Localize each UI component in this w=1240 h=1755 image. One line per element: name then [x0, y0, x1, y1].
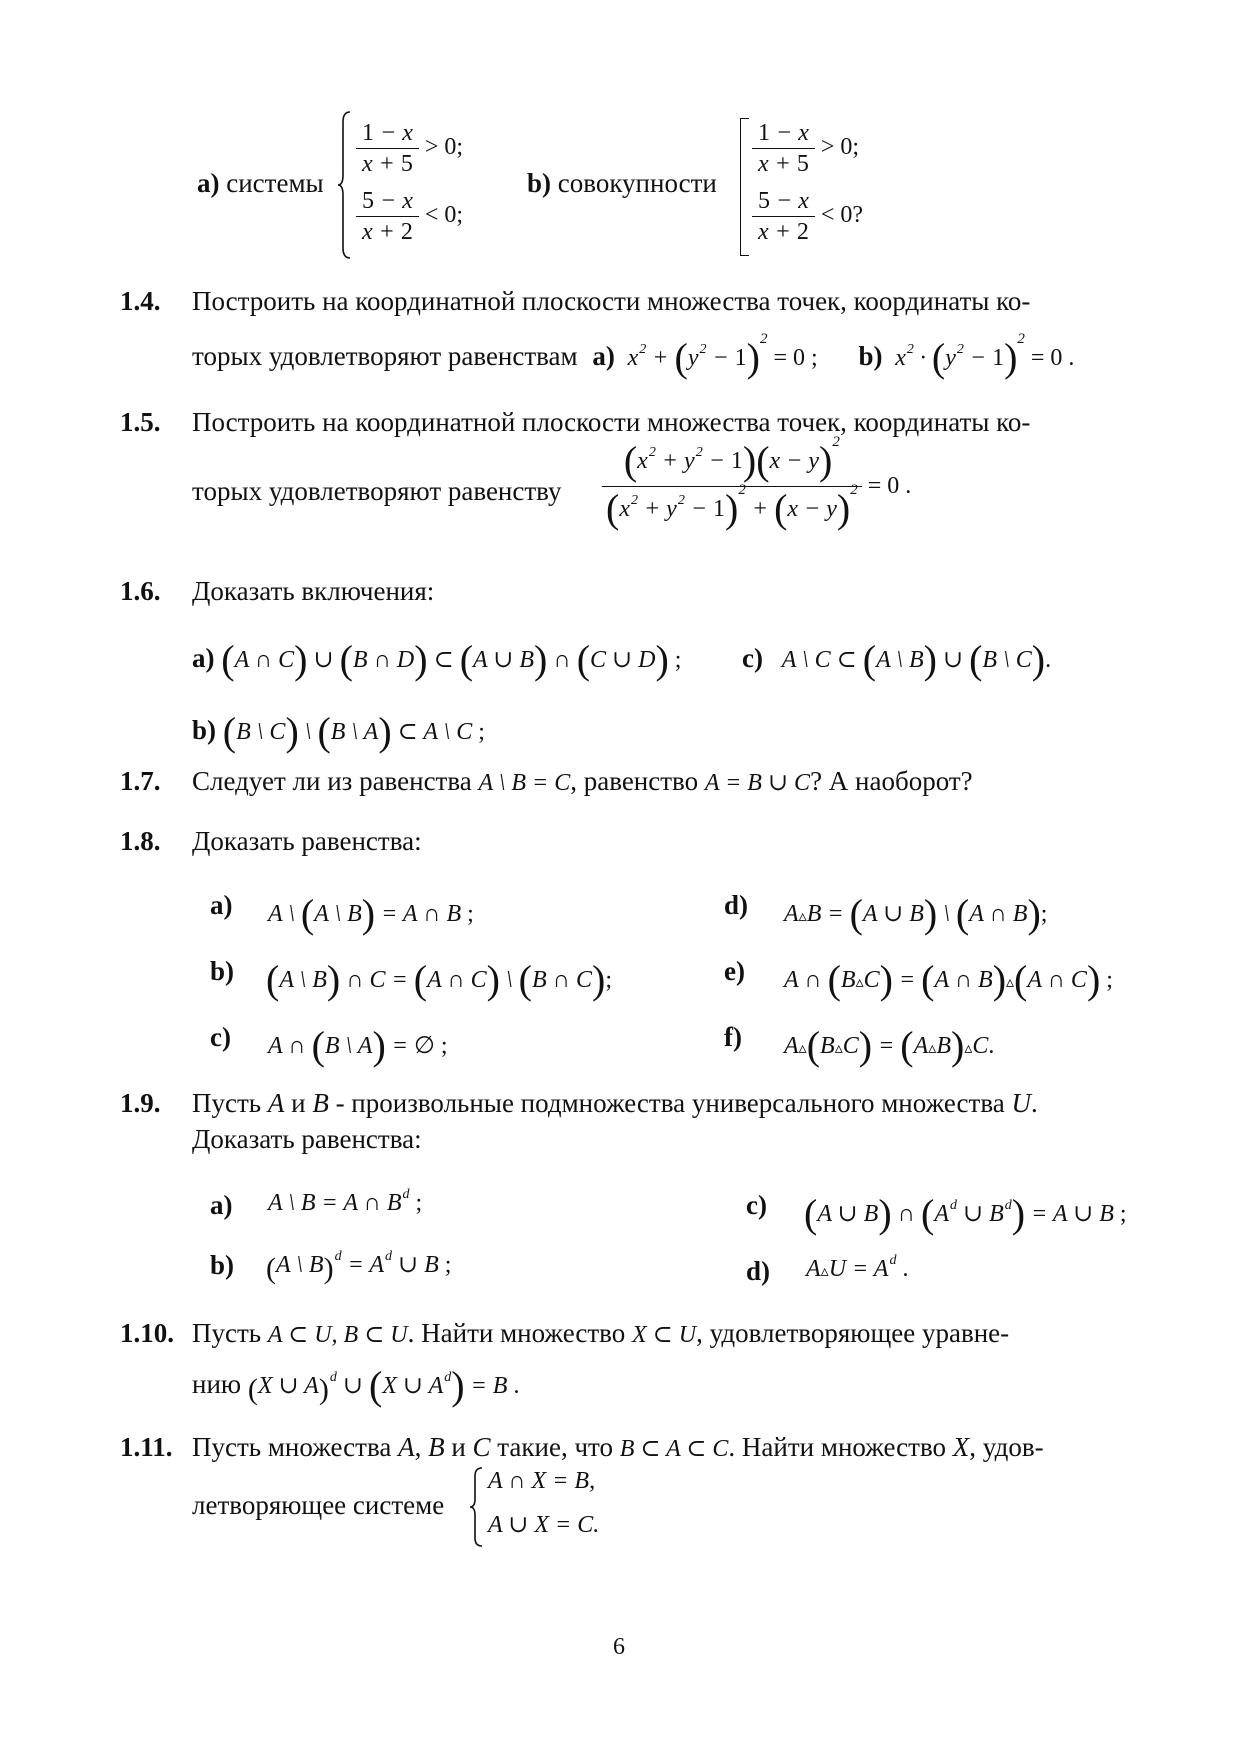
- problem-1-11-t1: Пусть множества: [192, 1432, 392, 1462]
- problem-1-4-line1: Построить на координатной плоскости множества точек, координаты ко-: [192, 286, 1031, 316]
- formula-1-11-sys2: A ∪ X = C.: [488, 1512, 600, 1538]
- formula-1-8-b: (A \ B) ∩ C = (A ∩ C) \ (B ∩ C);: [266, 957, 612, 1002]
- label-a: a): [210, 1190, 233, 1220]
- problem-1-9-t1: Пусть: [192, 1088, 262, 1118]
- problem-1-5-line2: торых удовлетворяют равенству: [192, 476, 562, 506]
- problem-1-4-line2: [192, 331, 1075, 381]
- formula-1-8-e: A ∩ (B▵C) = (A ∩ B)▵(A ∩ C) ;: [784, 957, 1113, 1002]
- formula-1-8-f: A▵(B▵C) = (A▵B)▵C.: [784, 1023, 995, 1068]
- item-a-system: [197, 168, 324, 199]
- problem-1-10-line1: [192, 1318, 1009, 1349]
- label-c: c): [210, 1022, 231, 1052]
- problem-1-11-line1: Пусть множества A, B и C такие, что B ⊂ A ⊂ C. Найти множество X, удов-: [192, 1432, 1044, 1462]
- formula-1-4-a: $x^2 + (y^2 - 1)^2 = 0$ ;: [627, 331, 818, 380]
- label-b: b): [210, 1250, 235, 1280]
- label-c: c): [746, 1190, 767, 1220]
- problem-1-11-t2: и: [451, 1432, 466, 1462]
- formula-1-9-d: A▵U = $A^d$ .: [806, 1253, 909, 1282]
- system-word: системы: [226, 168, 324, 198]
- formula-1-9-a: A \ B = A ∩ $B^d$ ;: [268, 1187, 423, 1216]
- label-a: a): [592, 341, 615, 371]
- formula-1-6-a: (A ∩ C) ∪ (B ∩ D) ⊂ (A ∪ B) ∩ (C ∪ D) ;: [221, 637, 682, 682]
- formula-1-8-a: A \ (A \ B) = A ∩ B ;: [268, 891, 474, 936]
- label-d: d): [746, 1256, 771, 1286]
- formula-1-7-b: A = B ∪ C: [704, 770, 811, 796]
- label-b: b): [858, 341, 883, 371]
- problem-1-11-t5: , удов-: [969, 1432, 1044, 1462]
- problem-1-9-t2: и: [291, 1088, 306, 1118]
- problem-1-6-text: Доказать включения:: [192, 576, 435, 606]
- problem-1-11-t3: такие, что: [497, 1432, 613, 1462]
- problem-1-10-t2: . Найти множество: [407, 1318, 626, 1348]
- system-ineq-1: $\frac{1 - x}{x + 5}$ > 0;: [356, 118, 463, 179]
- problem-number-1-8: 1.8.: [120, 826, 161, 856]
- label-a: a): [210, 890, 233, 920]
- problem-1-10-line2: [192, 1362, 519, 1409]
- formula-1-8-d: A▵B = (A ∪ B) \ (A ∩ B);: [784, 891, 1048, 936]
- left-bracket-collection: [740, 118, 749, 256]
- problem-1-4-text: торых удовлетворяют равенствам: [192, 341, 578, 371]
- problem-1-6-c: [742, 636, 1051, 683]
- system-ineq-2: $\frac{5 - x}{x + 2}$ < 0;: [356, 186, 463, 247]
- label-b: b): [527, 168, 552, 198]
- page-number: 6: [613, 1634, 625, 1660]
- formula-1-8-c: A ∩ (B \ A) = ∅ ;: [268, 1023, 448, 1068]
- label-b: b): [192, 715, 217, 745]
- problem-1-9-t3: - произвольные подмножества универсального множества: [335, 1088, 1005, 1118]
- formula-1-9-c: (A ∪ B) ∩ ($A^d$ ∪ $B^d) = A$ ∪ B ;: [804, 1191, 1127, 1236]
- problem-1-11-line2: летворяющее системе: [192, 1490, 445, 1520]
- problem-number-1-10: 1.10.: [120, 1318, 174, 1348]
- formula-1-7-a: A \ B = C: [478, 770, 571, 796]
- formula-1-6-c: A \ C ⊂ (A \ B) ∪ (B \ C).: [781, 637, 1052, 682]
- problem-1-7-t1: Следует ли из равенства: [192, 766, 472, 796]
- collection-word: совокупности: [557, 168, 717, 198]
- label-d: d): [724, 890, 749, 920]
- problem-1-6-b: [192, 708, 485, 755]
- formula-1-11-sys1: A ∩ X = B,: [488, 1468, 596, 1494]
- formula-1-10-a: A ⊂ U, B ⊂ U: [267, 1322, 408, 1348]
- problem-1-6-a: [192, 636, 681, 683]
- left-brace-1-11: [470, 1466, 482, 1548]
- problem-number-1-4: 1.4.: [120, 286, 161, 316]
- left-brace-system: [338, 110, 350, 260]
- problem-number-1-11: 1.11.: [120, 1432, 173, 1462]
- formula-1-9-b: (A \ $B)^d = A^d$ ∪ B ;: [266, 1249, 452, 1285]
- problem-1-7-t3: ? А наоборот?: [810, 766, 973, 796]
- label-f: f): [724, 1022, 742, 1052]
- problem-1-7-t2: , равенство: [570, 766, 699, 796]
- collection-ineq-1: $\frac{1 - x}{x + 5}$ > 0;: [752, 118, 859, 179]
- problem-1-10-text: нию: [192, 1369, 242, 1399]
- label-a: a): [197, 168, 220, 198]
- item-b-collection: [527, 168, 717, 199]
- label-b: b): [210, 956, 235, 986]
- problem-number-1-7: 1.7.: [120, 766, 161, 796]
- problem-1-7-text: [192, 766, 973, 797]
- problem-number-1-6: 1.6.: [120, 576, 161, 606]
- problem-number-1-9: 1.9.: [120, 1088, 161, 1118]
- formula-1-4-b: $x^2 \cdot (y^2 - 1)^2 = 0$ .: [895, 331, 1075, 380]
- label-a: a): [192, 643, 215, 673]
- problem-1-10-t3: , удовлетворяющее уравне-: [696, 1318, 1010, 1348]
- problem-1-5-line1: Построить на координатной плоскости множества точек, координаты ко-: [192, 407, 1031, 437]
- formula-1-10-b: X ⊂ U: [632, 1322, 697, 1348]
- formula-1-10-c: (X ∪ A)$^d$ ∪ (X ∪ $A^d) = B$ .: [247, 1363, 520, 1408]
- formula-1-6-b: (B \ C) \ (B \ A) ⊂ A \ C ;: [222, 709, 485, 754]
- problem-1-11-t4: . Найти множество: [728, 1432, 947, 1462]
- label-e: e): [724, 956, 745, 986]
- problem-1-9-line1: Пусть A и B - произвольные подмножества универсального множества U.: [192, 1088, 1038, 1118]
- problem-1-9-line2: Доказать равенства:: [192, 1124, 422, 1154]
- problem-number-1-5: 1.5.: [120, 407, 161, 437]
- problem-1-8-text: Доказать равенства:: [192, 826, 422, 856]
- problem-1-10-t1: Пусть: [192, 1318, 262, 1348]
- label-c: c): [742, 643, 763, 673]
- collection-ineq-2: $\frac{5 - x}{x + 2}$ < 0?: [752, 186, 863, 247]
- formula-1-11-a: B ⊂ A ⊂ C: [619, 1436, 729, 1462]
- formula-1-5: $\frac{(x^2 + y^2 - 1)(x - y)^2}{(x^2 + y^2 - 1)^2 + (x - y)^2}$ = 0 .: [602, 440, 911, 535]
